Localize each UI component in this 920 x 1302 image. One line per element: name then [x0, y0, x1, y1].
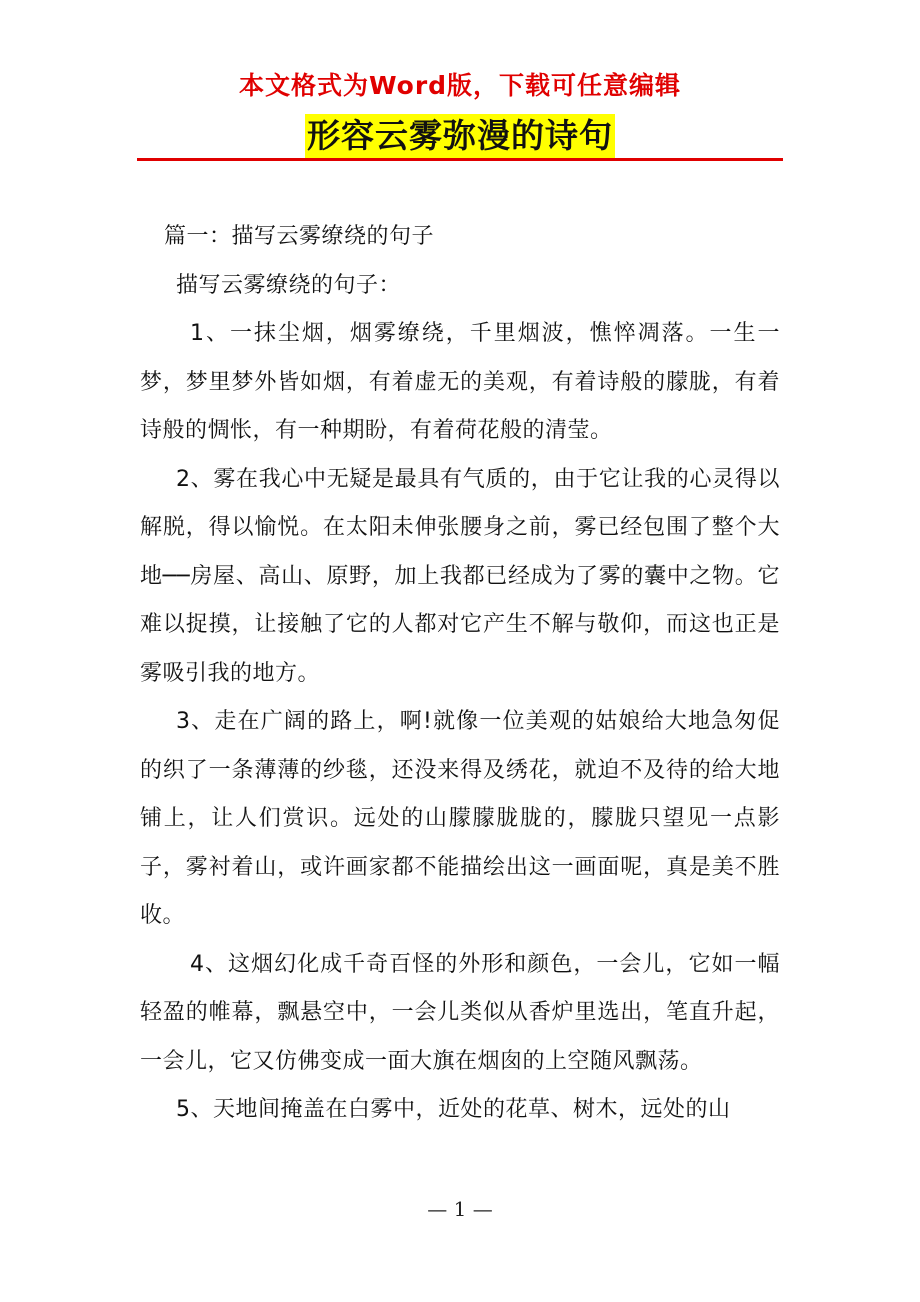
section-lead: 描写云雾缭绕的句子：	[176, 272, 402, 298]
title-container	[0, 114, 920, 158]
section-heading: 篇一：描写云雾缭绕的句子	[164, 224, 435, 249]
paragraph-item-3: 3、走在广阔的路上，啊!就像一位美观的姑娘给大地急匆促的织了一条薄薄的纱毯，还没来得及绣花，就迫不及待的给大地铺上，让人们赏识。远处的山朦朦胧胧的，朦胧只望见一点影子，雾衬着山，或许画家都不能描绘出这一画面呢，真是美不胜收。	[140, 709, 780, 928]
paragraph-item-1: 1、一抹尘烟，烟雾缭绕，千里烟波，憔悴凋落。一生一梦，梦里梦外皆如烟，有着虚无的美观，有着诗般的朦胧，有着诗般的惆怅，有一种期盼，有着荷花般的清莹。	[140, 321, 780, 443]
paragraph-item-5: 5、天地间掩盖在白雾中，近处的花草、树木，远处的山	[176, 1097, 731, 1122]
title-divider	[137, 158, 783, 161]
paragraph-item-2: 2、雾在我心中无疑是最具有气质的，由于它让我的心灵得以解脱，得以愉悦。在太阳未伸张腰身之前，雾已经包围了整个大地──房屋、高山、原野，加上我都已经成为了雾的囊中之物。它难以捉摸，让接触了它的人都对它产生不解与敬仰，而这也正是雾吸引我的地方。	[140, 466, 780, 686]
document-body	[140, 213, 780, 1135]
document-title: 形容云雾弥漫的诗句	[305, 114, 615, 158]
paragraph-item-4: 4、这烟幻化成千奇百怪的外形和颜色，一会儿，它如一幅轻盈的帷幕，飘悬空中，一会儿类似从香炉里选出，笔直升起，一会儿，它又仿佛变成一面大旗在烟囱的上空随风飘荡。	[140, 951, 780, 1074]
format-notice: 本文格式为Word版，下载可任意编辑	[238, 71, 682, 100]
page-number: — 1 —	[427, 1197, 493, 1221]
